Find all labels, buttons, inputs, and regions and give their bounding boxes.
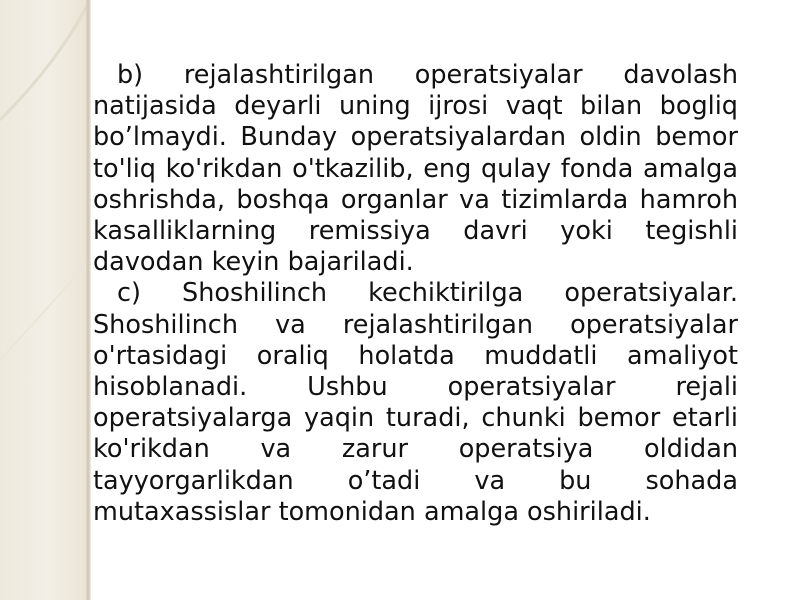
side-band-edge: [86, 0, 91, 600]
text-body: [93, 60, 738, 528]
decorative-curve: [0, 0, 90, 600]
paragraph-planned-operations: b) rejalashtirilgan operatsiyalar davolash natijasida deyarli uning ijrosi vaqt bilan bogliq bo’lmaydi. Bunday operatsiyalardan oldin bemor to'liq ko'rikdan o'tkazilib, eng qulay fonda amalga oshrishda, boshqa organlar va tizimlarda hamroh kasalliklarning remissiya davri yoki tegishli davodan keyin bajariladi.: [93, 60, 738, 278]
paragraph-urgent-deferred-operations: c) Shoshilinch kechiktirilga operatsiyalar. Shoshilinch va rejalashtirilgan operatsiyalar o'rtasidagi oraliq holatda muddatli amaliyot hisoblanadi. Ushbu operatsiyalar rejali operatsiyalarga yaqin turadi, chunki bemor etarli ko'rikdan va zarur operatsiya oldidan tayyorgarlikdan o’tadi va bu sohada mutaxassislar tomonidan amalga oshiriladi.: [93, 278, 738, 527]
